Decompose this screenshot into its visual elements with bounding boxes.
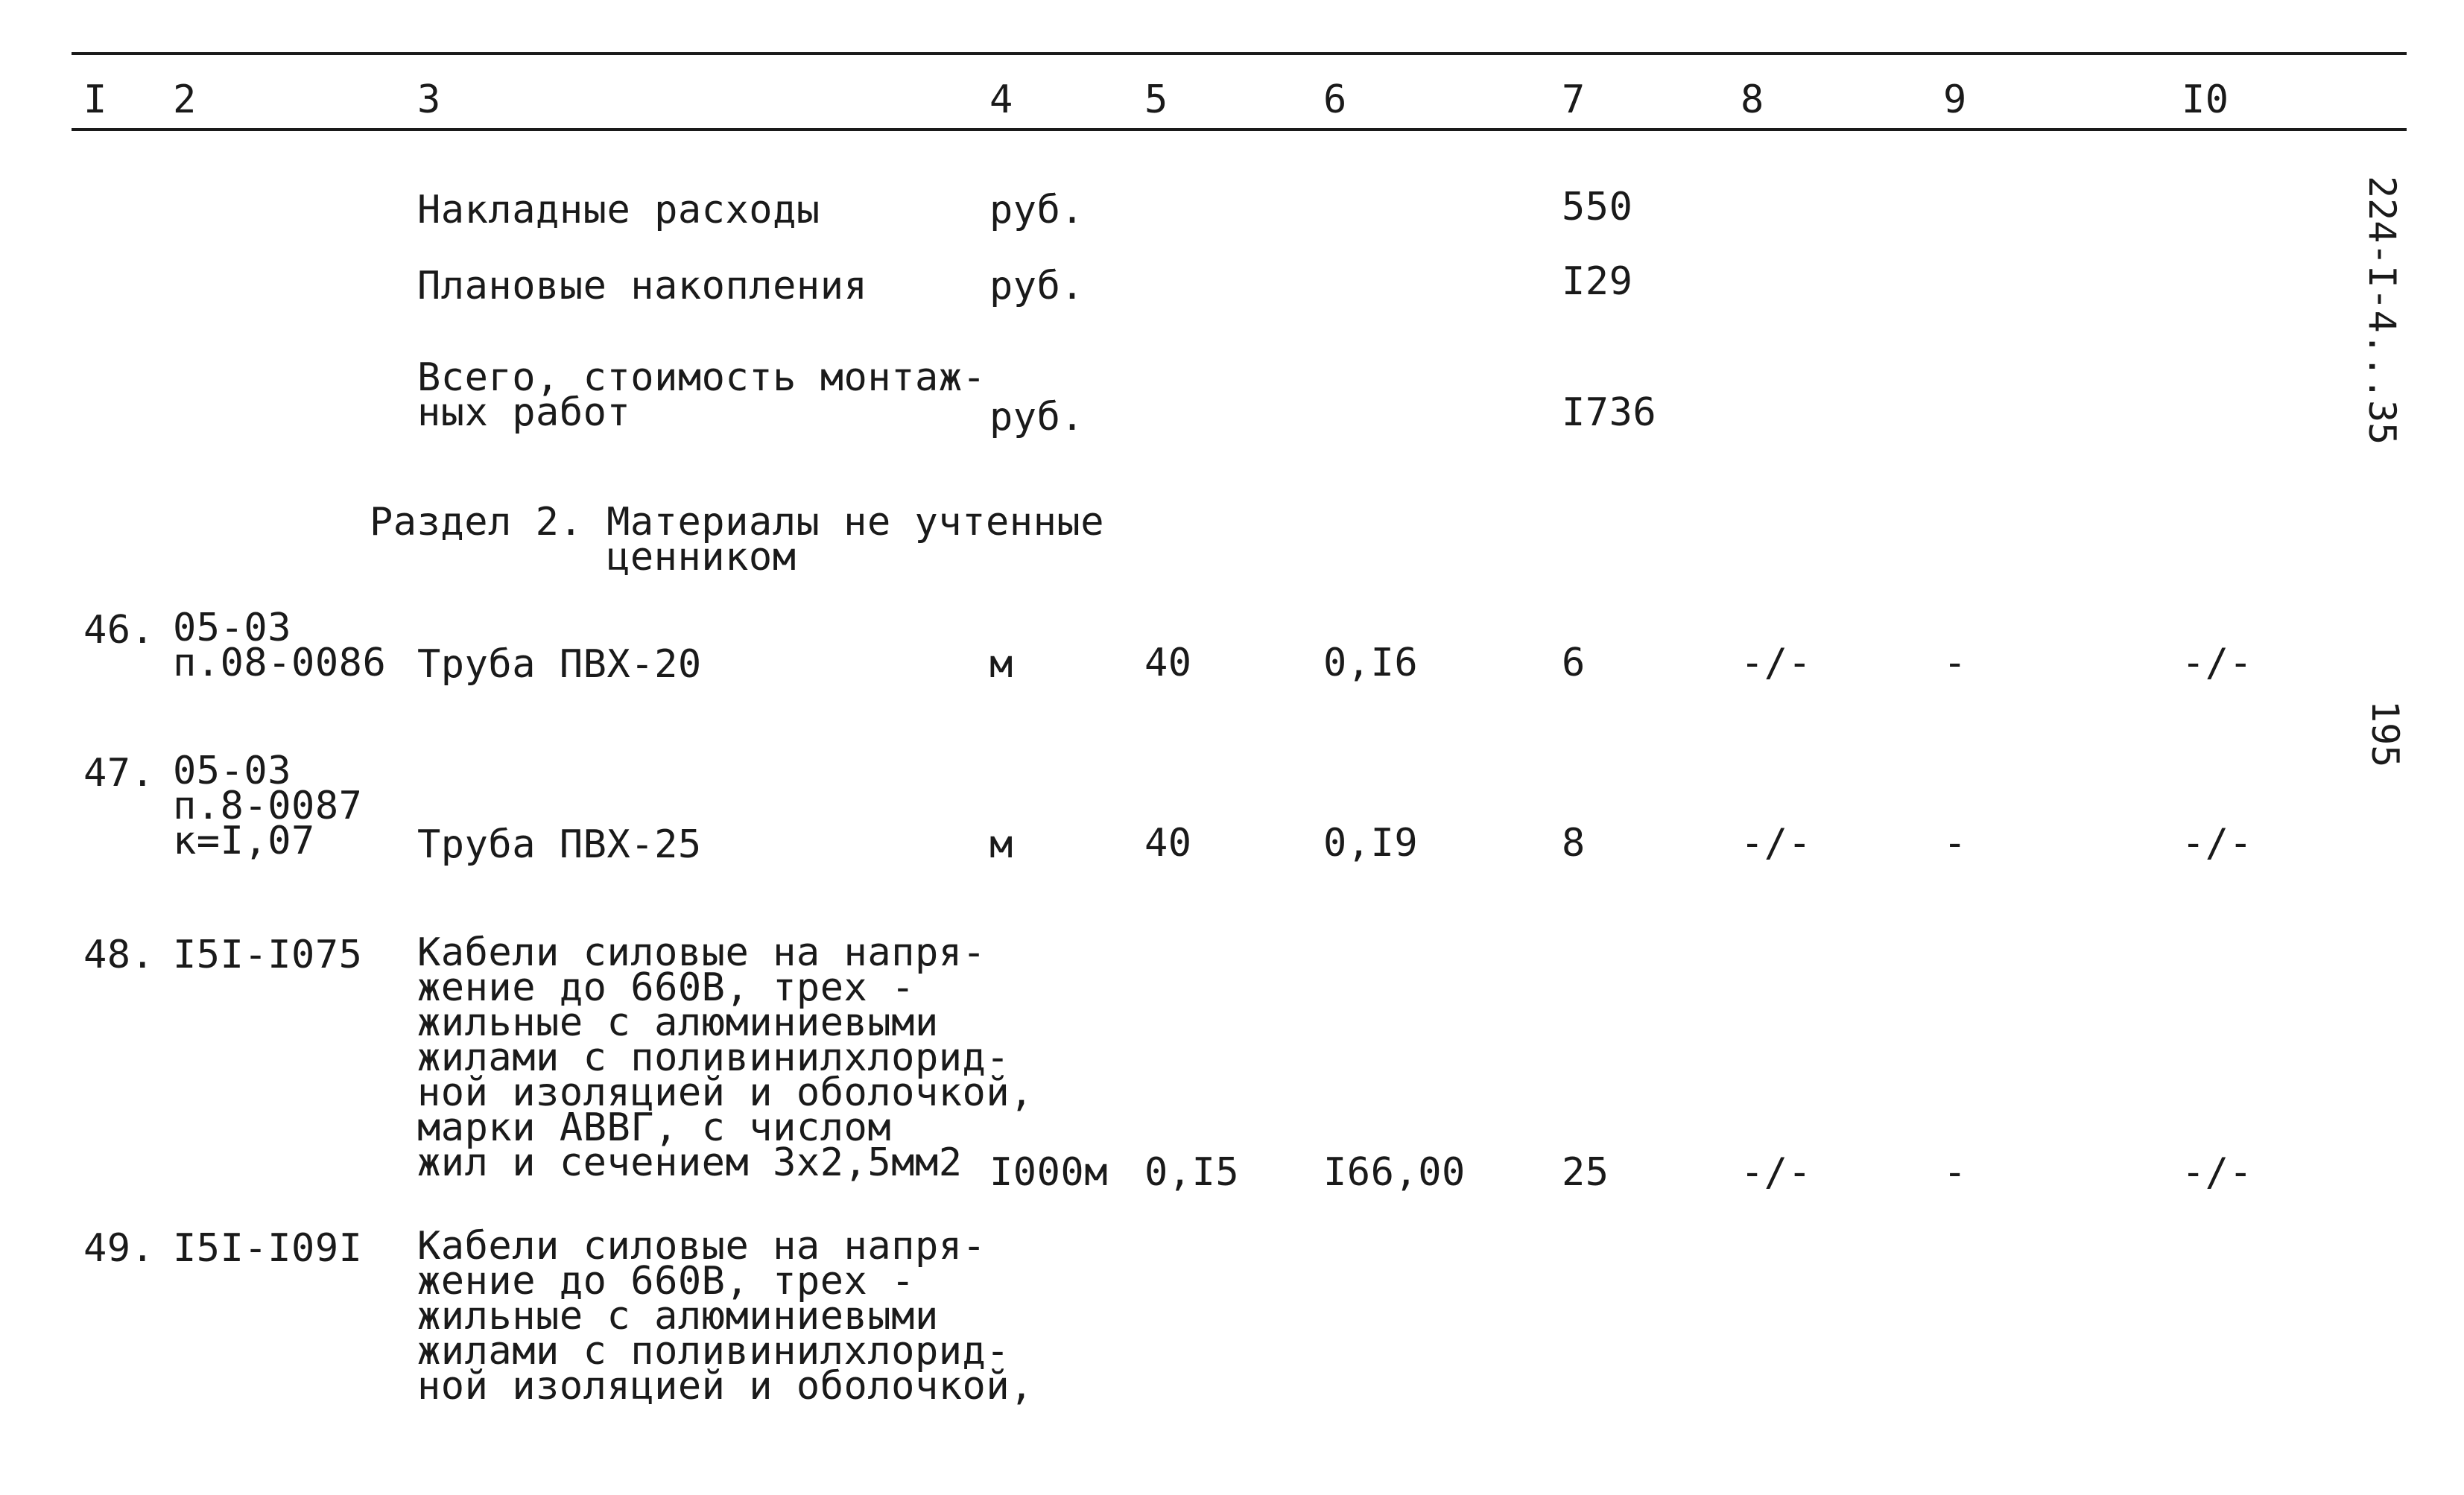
header-col-6: 6 [1323, 77, 1347, 122]
row-code: 05-03 п.08-0086 [173, 606, 387, 685]
total-label: Всего, стоимость монтаж- ных работ [417, 355, 986, 435]
row-number: 46. [83, 608, 155, 653]
row-name: Кабели силовые на напря- жение до 660В, трех - жильные с алюминиевыми жилами с поливинилхлорид- ной изоляцией и оболочкой, [417, 1224, 1033, 1409]
row-code: 05-03 п.8-0087 к=I,07 [173, 749, 363, 863]
row-col-8: -/- [1741, 641, 1812, 685]
row-number: 48. [83, 933, 155, 977]
row-col-10: -/- [2182, 1150, 2253, 1195]
header-col-2: 2 [173, 77, 197, 122]
row-price: 0,I6 [1323, 641, 1419, 685]
planned-unit: руб. [989, 264, 1085, 308]
row-quantity: 40 [1144, 821, 1192, 866]
row-name: Кабели силовые на напря- жение до 660В, трех - жильные с алюминиевыми жилами с поливинилхлорид- ной изоляцией и оболочкой, марки АВВГ, с числом жил и сечением 3x2,5мм2 [417, 930, 1033, 1185]
row-total: 8 [1562, 821, 1586, 866]
header-col-3: 3 [417, 77, 441, 122]
row-quantity: 40 [1144, 641, 1192, 685]
row-col-9: - [1943, 641, 1967, 685]
row-number: 47. [83, 751, 155, 796]
page-number: 195 [2363, 700, 2407, 768]
row-code: I5I-I075 [173, 933, 363, 977]
row-quantity: 0,I5 [1144, 1150, 1240, 1195]
planned-amount: I29 [1562, 259, 1633, 304]
row-col-10: -/- [2182, 821, 2253, 866]
row-total: 6 [1562, 641, 1586, 685]
row-col-10: -/- [2182, 641, 2253, 685]
row-name: Труба ПВХ-20 [417, 642, 702, 687]
row-number: 49. [83, 1226, 155, 1271]
row-col-8: -/- [1741, 1150, 1812, 1195]
overhead-unit: руб. [989, 188, 1085, 232]
row-unit: м [989, 822, 1013, 867]
header-bottom-rule [72, 128, 2407, 131]
header-col-7: 7 [1562, 77, 1586, 122]
header-col-8: 8 [1741, 77, 1764, 122]
row-col-9: - [1943, 821, 1967, 866]
row-total: 25 [1562, 1150, 1609, 1195]
header-col-10: I0 [2182, 77, 2229, 122]
row-unit: I000м [989, 1150, 1109, 1195]
row-price: I66,00 [1323, 1150, 1466, 1195]
header-top-rule [72, 52, 2407, 55]
total-amount: I736 [1562, 390, 1657, 435]
overhead-amount: 550 [1562, 185, 1633, 229]
row-name: Труба ПВХ-25 [417, 822, 702, 867]
total-unit: руб. [989, 395, 1085, 439]
row-code: I5I-I09I [173, 1226, 363, 1271]
row-unit: м [989, 642, 1013, 687]
header-col-5: 5 [1144, 77, 1168, 122]
header-col-9: 9 [1943, 77, 1967, 122]
planned-label: Плановые накопления [417, 264, 868, 308]
row-price: 0,I9 [1323, 821, 1419, 866]
row-col-8: -/- [1741, 821, 1812, 866]
overhead-label: Накладные расходы [417, 188, 820, 232]
document-code: 224-I-4...35 [2360, 176, 2404, 445]
header-col-4: 4 [989, 77, 1013, 122]
row-col-9: - [1943, 1150, 1967, 1195]
section-heading: Раздел 2. Материалы не учтенные ценником [370, 500, 1105, 580]
header-col-1: I [83, 77, 107, 122]
